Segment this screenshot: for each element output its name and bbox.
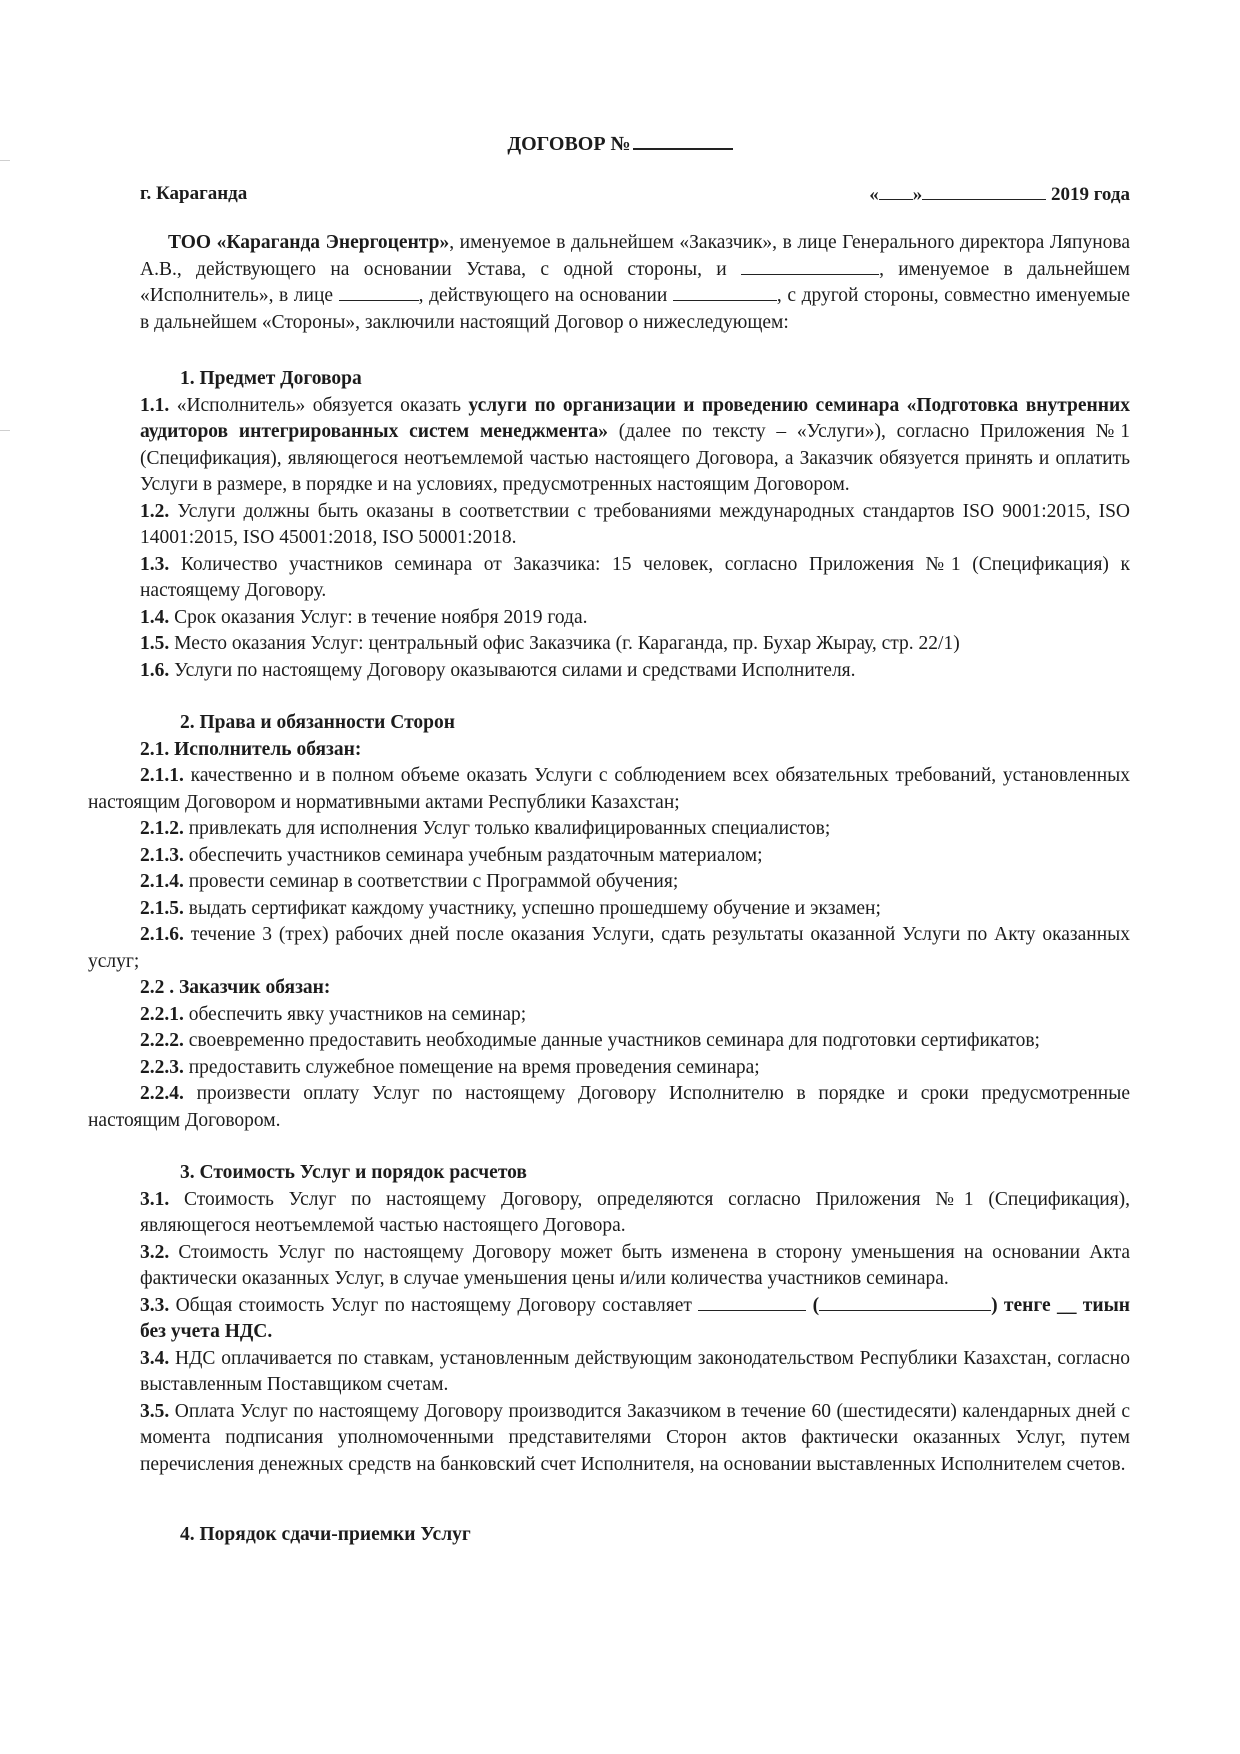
subsection-2-1-title: 2.1. Исполнитель обязан: [140, 738, 362, 760]
contractor-basis-blank [673, 284, 777, 301]
city: г. Караганда [140, 183, 248, 204]
scan-mark [0, 430, 10, 431]
section-4-title: 4. Порядок сдачи-приемки Услуг [180, 1524, 471, 1545]
item-1-2: 1.2. Услуги должны быть оказаны в соответствии с требованиями международных стандартов ISO 9001:2015, ISO 14001:2015, ISO 45001:2018, ISO 50001:2018. [140, 500, 1130, 548]
preamble: ТОО «Караганда Энергоцентр», именуемое в дальнейшем «Заказчик», в лице Генерального директора Ляпунова А.В., действующего на основании Устава, с одной стороны, и , именуемое в дальнейшем «Исполнитель», в лице , действующего на основании , с другой стороны, совместно именуемые в дальнейшем «Стороны», заключили настоящий Договор о нижеследующем: [140, 232, 1131, 333]
contract-title: ДОГОВОР № [0, 130, 1240, 156]
item-3-4: 3.4. НДС оплачивается по ставкам, установленным действующим законодательством Республики Казахстан, согласно выставленным Поставщиком счетам. [140, 1347, 1130, 1395]
item-3-5: 3.5. Оплата Услуг по настоящему Договору производится Заказчиком в течение 60 (шестидесяти) календарных дней с момента подписания уполномоченными представителями Сторон актов фактически оказанных Услуг, путем перечисления денежных средств на банковский счет Исполнителя, на основании выставленных Исполнителем счетов. [140, 1400, 1130, 1475]
contractor-name-blank [741, 258, 879, 275]
subsection-2-2-title: 2.2 . Заказчик обязан: [140, 977, 331, 998]
contractor-rep-blank [339, 284, 419, 301]
city-date-line [140, 183, 1130, 205]
month-blank [922, 183, 1046, 200]
total-amount-words-blank [819, 1294, 991, 1311]
contract-body [88, 230, 1131, 1549]
item-2-2-1: 2.2.1. обеспечить явку участников на семинар; [140, 1003, 527, 1025]
item-1-5: 1.5. Место оказания Услуг: центральный офис Заказчика (г. Караганда, пр. Бухар Жырау, стр. 22/1) [140, 633, 960, 654]
day-blank [879, 183, 913, 200]
item-1-1: 1.1. «Исполнитель» обязуется оказать услуги по организации и проведению семинара «Подготовка внутренних аудиторов интегрированных систем менеджмента» (далее по тексту – «Услуги»), согласно Приложения №1 (Спецификация), являющегося неотъемлемой частью настоящего Договора, а Заказчик обязуется принять и оплатить Услуги в размере, в порядке и на условиях, предусмотренных настоящим Договором. [140, 394, 1131, 495]
item-3-3: 3.3. Общая стоимость Услуг по настоящему Договору составляет ( ) тенге __ тиын без учета НДС. [140, 1294, 1131, 1342]
item-2-1-5: 2.1.5. выдать сертификат каждому участнику, успешно прошедшему обучение и экзамен; [140, 897, 881, 919]
item-2-2-3: 2.2.3. предоставить служебное помещение на время проведения семинара; [140, 1056, 760, 1078]
section-2-title: 2. Права и обязанности Сторон [180, 712, 455, 733]
item-2-1-2: 2.1.2. привлекать для исполнения Услуг только квалифицированных специалистов; [140, 818, 831, 839]
contract-date: « » 2019 года [869, 184, 1130, 205]
scan-mark [0, 160, 10, 161]
section-1-title: 1. Предмет Договора [180, 368, 362, 389]
contract-number-blank [633, 130, 733, 150]
item-2-2-4: 2.2.4. произвести оплату Услуг по настоящему Договору Исполнителю в порядке и сроки предусмотренные настоящим Договором. [88, 1083, 1130, 1131]
item-2-2-2: 2.2.2. своевременно предоставить необходимые данные участников семинара для подготовки сертификатов; [140, 1030, 1040, 1051]
item-2-1-6: 2.1.6. течение 3 (трех) рабочих дней после оказания Услуги, сдать результаты оказанной Услуги по Акту оказанных услуг; [88, 924, 1130, 972]
item-2-1-4: 2.1.4. провести семинар в соответствии с Программой обучения; [140, 871, 679, 892]
section-2-list [88, 763, 1130, 1134]
item-1-4: 1.4. Срок оказания Услуг: в течение ноября 2019 года. [140, 606, 588, 628]
section-3-title: 3. Стоимость Услуг и порядок расчетов [180, 1162, 527, 1183]
item-1-3: 1.3. Количество участников семинара от Заказчика: 15 человек, согласно Приложения №1 (Спецификация) к настоящему Договору. [140, 553, 1130, 601]
item-3-1: 3.1. Стоимость Услуг по настоящему Договору, определяются согласно Приложения №1 (Спецификация), являющегося неотъемлемой частью настоящего Договора. [140, 1188, 1130, 1236]
item-1-6: 1.6. Услуги по настоящему Договору оказываются силами и средствами Исполнителя. [140, 659, 856, 681]
item-2-1-3: 2.1.3. обеспечить участников семинара учебным раздаточным материалом; [140, 844, 763, 866]
item-2-1-1: 2.1.1. качественно и в полном объеме оказать Услуги с соблюдением всех обязательных требований, установленных настоящим Договором и нормативными актами Республики Казахстан; [88, 765, 1130, 813]
total-amount-blank [698, 1294, 806, 1311]
item-3-2: 3.2. Стоимость Услуг по настоящему Договору может быть изменена в сторону уменьшения на основании Акта фактически оказанных Услуг, в случае уменьшения цены и/или количества участников семинара. [140, 1241, 1130, 1289]
